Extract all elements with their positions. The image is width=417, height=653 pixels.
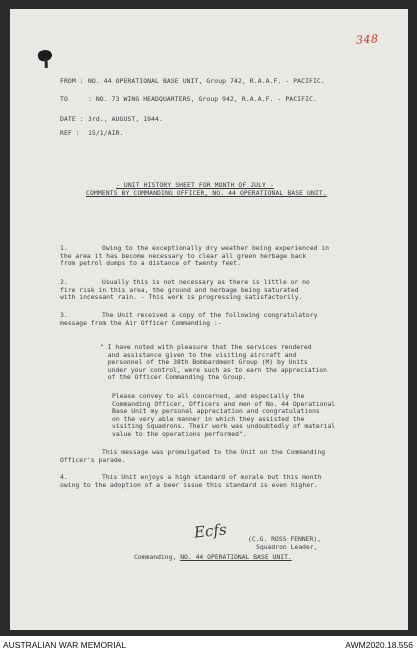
para-4-line-2: owing to the adoption of a beer issue this standard is even higher. bbox=[60, 480, 318, 489]
quote-line-7: Commanding Officer, Officers and men of No. 44 Operational bbox=[112, 399, 336, 408]
document-title: - UNIT HISTORY SHEET FOR MONTH OF JULY - bbox=[116, 181, 274, 189]
quote-line-4: under your control, were such as to earn the appreciation bbox=[100, 365, 328, 374]
quote-line-8: Base Unit my personal appreciation and congratulations bbox=[112, 407, 320, 415]
signatory-role-unit: NO. 44 OPERATIONAL BASE UNIT. bbox=[180, 553, 292, 561]
signatory-role bbox=[134, 554, 292, 561]
quote-line-10: visiting Squadrons. Their work was undoubtedly of material bbox=[112, 422, 336, 430]
para-3-number: 3. bbox=[60, 311, 68, 319]
para-2-line-2: fire risk in this area, the ground and herbage being saturated bbox=[60, 285, 299, 294]
date-line bbox=[60, 116, 163, 124]
from-value: NO. 44 OPERATIONAL BASE UNIT, Group 742, R.A.A.F. - PACIFIC. bbox=[87, 77, 325, 85]
quote-line-1: " I have noted with pleasure that the services rendered bbox=[100, 343, 312, 351]
to-line bbox=[60, 96, 317, 104]
from-label: FROM : bbox=[60, 77, 84, 85]
date-label: DATE : bbox=[60, 115, 84, 123]
ref-label: REF : bbox=[60, 129, 80, 137]
to-label: TO bbox=[60, 95, 68, 103]
ref-value: 15/1/AIR. bbox=[87, 129, 124, 137]
handwritten-signature: Ecfs bbox=[193, 520, 228, 542]
date-value: 3rd., AUGUST, 1944. bbox=[87, 115, 163, 123]
signatory-name: (C.G. ROSS FENNER), bbox=[248, 535, 322, 543]
para-2-number: 2. bbox=[60, 278, 68, 286]
quote-line-5: of the Officer Commanding the Group. bbox=[100, 373, 247, 381]
folio-number: 348 bbox=[355, 32, 379, 47]
footer-archive-name: AUSTRALIAN WAR MEMORIAL bbox=[3, 640, 126, 650]
to-value: : NO. 73 WING HEADQUARTERS, Group 942, R.A.A.F. - PACIFIC. bbox=[87, 95, 317, 103]
quote-line-9: on the very able manner in which they assisted the bbox=[112, 414, 305, 423]
para-2-line-1: Usually this is not necessary as there is little or no bbox=[102, 278, 310, 286]
para-3-line-2: message from the Air Officer Commanding :- bbox=[60, 318, 222, 327]
para-1-line-3: from petrol dumps to a distance of twenty feet. bbox=[60, 259, 241, 267]
promulgated-line-2: Officer's parade. bbox=[60, 455, 126, 464]
document-subtitle: COMMENTS BY COMMANDING OFFICER, NO. 44 OPERATIONAL BASE UNIT. bbox=[86, 189, 327, 197]
para-4-line-1: This Unit enjoys a high standard of morale but this month bbox=[102, 473, 322, 481]
quote-line-2: and assistance given to the visiting aircraft and bbox=[100, 350, 297, 359]
promulgated-line-1: This message was promulgated to the Unit on the Commanding bbox=[102, 448, 326, 456]
para-1-number: 1. bbox=[60, 244, 68, 252]
from-line bbox=[60, 78, 325, 86]
para-3-line-1: The Unit received a copy of the following congratulatory bbox=[102, 311, 318, 319]
ref-line bbox=[60, 130, 123, 138]
quote-line-6: Please convey to all concerned, and especially the bbox=[112, 392, 305, 400]
para-1-line-2: the area it has become necessary to clear all green herbage back bbox=[60, 251, 307, 260]
quote-line-3: personnel of the 38th Bombardment Group (M) by Units bbox=[100, 358, 308, 366]
para-1-line-1: Owing to the exceptionally dry weather being experienced in bbox=[102, 244, 330, 252]
para-2-line-3: with incessant rain. - This work is progressing satisfactorily. bbox=[60, 293, 303, 301]
para-4-number: 4. bbox=[60, 473, 68, 481]
signatory-role-prefix: Commanding, bbox=[134, 553, 177, 561]
footer-accession-number: AWM2020.18.556 bbox=[345, 640, 413, 650]
quote-line-11: value to the operations performed". bbox=[112, 429, 247, 438]
signatory-rank: Squadron Leader, bbox=[256, 543, 318, 551]
